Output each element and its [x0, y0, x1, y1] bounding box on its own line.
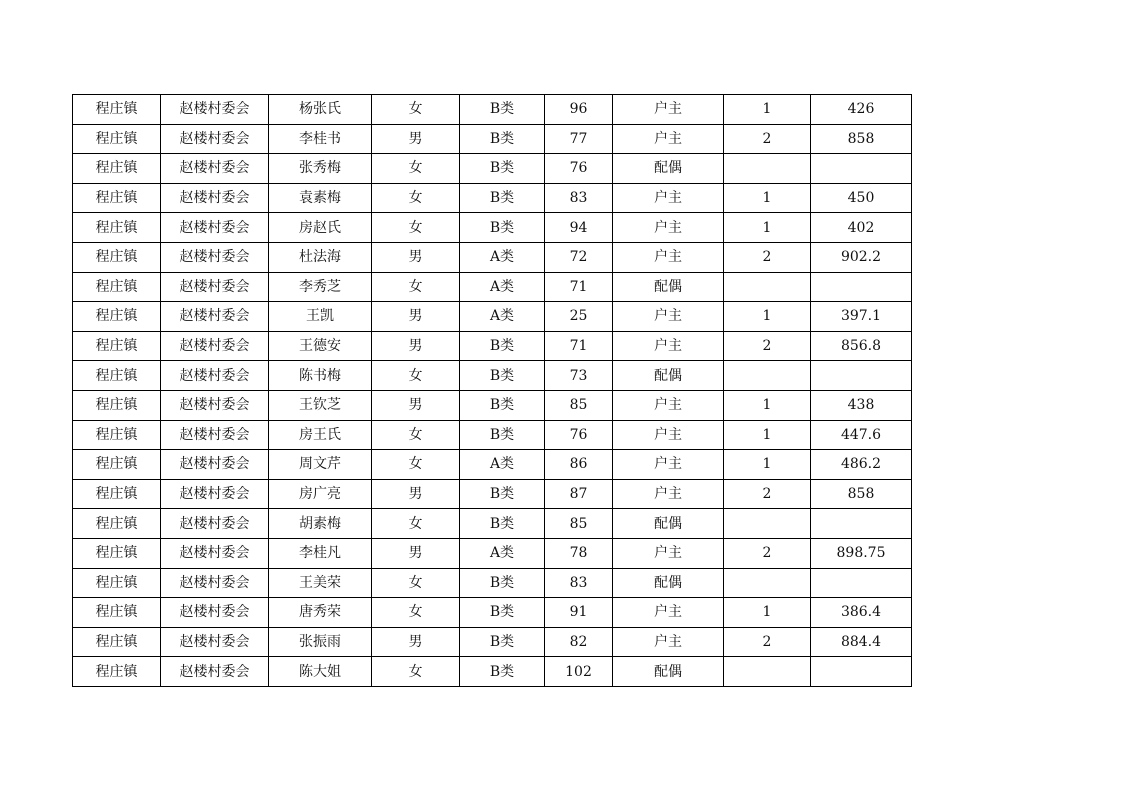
name-cell: 王德安 [269, 331, 372, 361]
name-cell: 袁素梅 [269, 183, 372, 213]
village-committee-cell: 赵楼村委会 [161, 242, 269, 272]
town-cell: 程庄镇 [73, 538, 161, 568]
name-cell: 张秀梅 [269, 154, 372, 184]
table-row [73, 657, 912, 687]
category-cell: B类 [460, 361, 545, 391]
household-count-cell: 1 [724, 302, 811, 332]
table-row [73, 538, 912, 568]
village-committee-cell: 赵楼村委会 [161, 538, 269, 568]
village-committee-cell: 赵楼村委会 [161, 272, 269, 302]
table-row [73, 598, 912, 628]
amount-cell: 902.2 [811, 242, 912, 272]
household-count-cell: 2 [724, 331, 811, 361]
category-cell: B类 [460, 183, 545, 213]
age-cell: 76 [545, 154, 613, 184]
village-committee-cell: 赵楼村委会 [161, 479, 269, 509]
table-row [73, 627, 912, 657]
relation-cell: 配偶 [613, 154, 724, 184]
relation-cell: 户主 [613, 420, 724, 450]
table-row [73, 242, 912, 272]
table-body [73, 95, 912, 687]
table-row [73, 331, 912, 361]
amount-cell [811, 568, 912, 598]
amount-cell: 402 [811, 213, 912, 243]
amount-cell [811, 272, 912, 302]
village-committee-cell: 赵楼村委会 [161, 95, 269, 125]
household-count-cell: 2 [724, 479, 811, 509]
town-cell: 程庄镇 [73, 390, 161, 420]
table-row [73, 213, 912, 243]
village-committee-cell: 赵楼村委会 [161, 627, 269, 657]
name-cell: 王美荣 [269, 568, 372, 598]
village-committee-cell: 赵楼村委会 [161, 420, 269, 450]
name-cell: 唐秀荣 [269, 598, 372, 628]
gender-cell: 男 [372, 390, 460, 420]
gender-cell: 女 [372, 213, 460, 243]
relation-cell: 户主 [613, 538, 724, 568]
age-cell: 71 [545, 331, 613, 361]
town-cell: 程庄镇 [73, 272, 161, 302]
household-count-cell [724, 657, 811, 687]
household-count-cell: 1 [724, 420, 811, 450]
category-cell: A类 [460, 450, 545, 480]
relation-cell: 户主 [613, 242, 724, 272]
village-committee-cell: 赵楼村委会 [161, 598, 269, 628]
relation-cell: 配偶 [613, 568, 724, 598]
amount-cell: 447.6 [811, 420, 912, 450]
amount-cell: 438 [811, 390, 912, 420]
gender-cell: 女 [372, 509, 460, 539]
household-count-cell [724, 568, 811, 598]
relation-cell: 配偶 [613, 657, 724, 687]
table-row [73, 479, 912, 509]
table-row [73, 124, 912, 154]
town-cell: 程庄镇 [73, 509, 161, 539]
table-row [73, 302, 912, 332]
amount-cell: 397.1 [811, 302, 912, 332]
age-cell: 85 [545, 390, 613, 420]
relation-cell: 户主 [613, 598, 724, 628]
name-cell: 张振雨 [269, 627, 372, 657]
town-cell: 程庄镇 [73, 213, 161, 243]
relation-cell: 户主 [613, 183, 724, 213]
village-committee-cell: 赵楼村委会 [161, 183, 269, 213]
age-cell: 83 [545, 568, 613, 598]
town-cell: 程庄镇 [73, 242, 161, 272]
amount-cell: 858 [811, 479, 912, 509]
gender-cell: 女 [372, 154, 460, 184]
relation-cell: 户主 [613, 390, 724, 420]
relation-cell: 配偶 [613, 361, 724, 391]
village-committee-cell: 赵楼村委会 [161, 331, 269, 361]
name-cell: 周文芹 [269, 450, 372, 480]
gender-cell: 女 [372, 183, 460, 213]
relation-cell: 户主 [613, 95, 724, 125]
name-cell: 胡素梅 [269, 509, 372, 539]
household-count-cell: 1 [724, 598, 811, 628]
category-cell: B类 [460, 420, 545, 450]
household-count-cell: 1 [724, 183, 811, 213]
relation-cell: 配偶 [613, 509, 724, 539]
age-cell: 86 [545, 450, 613, 480]
age-cell: 96 [545, 95, 613, 125]
household-count-cell: 1 [724, 213, 811, 243]
gender-cell: 女 [372, 420, 460, 450]
amount-cell: 386.4 [811, 598, 912, 628]
category-cell: A类 [460, 538, 545, 568]
amount-cell [811, 361, 912, 391]
gender-cell: 女 [372, 361, 460, 391]
age-cell: 77 [545, 124, 613, 154]
relation-cell: 户主 [613, 450, 724, 480]
age-cell: 25 [545, 302, 613, 332]
table-row [73, 568, 912, 598]
age-cell: 82 [545, 627, 613, 657]
relation-cell: 户主 [613, 479, 724, 509]
table-row [73, 361, 912, 391]
category-cell: B类 [460, 124, 545, 154]
town-cell: 程庄镇 [73, 657, 161, 687]
name-cell: 房王氏 [269, 420, 372, 450]
amount-cell [811, 657, 912, 687]
town-cell: 程庄镇 [73, 627, 161, 657]
table-row [73, 95, 912, 125]
village-committee-cell: 赵楼村委会 [161, 124, 269, 154]
gender-cell: 男 [372, 331, 460, 361]
age-cell: 73 [545, 361, 613, 391]
town-cell: 程庄镇 [73, 450, 161, 480]
village-committee-cell: 赵楼村委会 [161, 509, 269, 539]
table-row [73, 509, 912, 539]
household-count-cell [724, 154, 811, 184]
village-committee-cell: 赵楼村委会 [161, 213, 269, 243]
category-cell: B类 [460, 154, 545, 184]
town-cell: 程庄镇 [73, 479, 161, 509]
relation-cell: 配偶 [613, 272, 724, 302]
village-committee-cell: 赵楼村委会 [161, 361, 269, 391]
age-cell: 83 [545, 183, 613, 213]
table-row [73, 450, 912, 480]
name-cell: 陈大姐 [269, 657, 372, 687]
name-cell: 杨张氏 [269, 95, 372, 125]
town-cell: 程庄镇 [73, 124, 161, 154]
amount-cell: 486.2 [811, 450, 912, 480]
table-row [73, 183, 912, 213]
category-cell: A类 [460, 302, 545, 332]
household-count-cell [724, 361, 811, 391]
table-row [73, 420, 912, 450]
amount-cell: 858 [811, 124, 912, 154]
household-count-cell: 2 [724, 538, 811, 568]
amount-cell [811, 154, 912, 184]
gender-cell: 女 [372, 272, 460, 302]
gender-cell: 男 [372, 538, 460, 568]
relation-cell: 户主 [613, 124, 724, 154]
village-committee-cell: 赵楼村委会 [161, 568, 269, 598]
town-cell: 程庄镇 [73, 331, 161, 361]
gender-cell: 女 [372, 450, 460, 480]
town-cell: 程庄镇 [73, 420, 161, 450]
age-cell: 91 [545, 598, 613, 628]
age-cell: 71 [545, 272, 613, 302]
name-cell: 陈书梅 [269, 361, 372, 391]
category-cell: B类 [460, 509, 545, 539]
gender-cell: 男 [372, 479, 460, 509]
category-cell: B类 [460, 598, 545, 628]
gender-cell: 女 [372, 657, 460, 687]
town-cell: 程庄镇 [73, 598, 161, 628]
amount-cell: 898.75 [811, 538, 912, 568]
relation-cell: 户主 [613, 213, 724, 243]
table-row [73, 154, 912, 184]
age-cell: 72 [545, 242, 613, 272]
category-cell: B类 [460, 568, 545, 598]
relation-cell: 户主 [613, 331, 724, 361]
category-cell: B类 [460, 657, 545, 687]
amount-cell: 450 [811, 183, 912, 213]
age-cell: 102 [545, 657, 613, 687]
gender-cell: 男 [372, 242, 460, 272]
household-count-cell: 1 [724, 95, 811, 125]
name-cell: 李桂凡 [269, 538, 372, 568]
age-cell: 87 [545, 479, 613, 509]
gender-cell: 女 [372, 568, 460, 598]
town-cell: 程庄镇 [73, 183, 161, 213]
age-cell: 76 [545, 420, 613, 450]
name-cell: 王凯 [269, 302, 372, 332]
household-count-cell [724, 509, 811, 539]
age-cell: 85 [545, 509, 613, 539]
table-row [73, 390, 912, 420]
category-cell: A类 [460, 272, 545, 302]
town-cell: 程庄镇 [73, 95, 161, 125]
gender-cell: 女 [372, 95, 460, 125]
category-cell: B类 [460, 213, 545, 243]
town-cell: 程庄镇 [73, 568, 161, 598]
category-cell: B类 [460, 627, 545, 657]
town-cell: 程庄镇 [73, 361, 161, 391]
age-cell: 94 [545, 213, 613, 243]
amount-cell: 884.4 [811, 627, 912, 657]
village-committee-cell: 赵楼村委会 [161, 390, 269, 420]
town-cell: 程庄镇 [73, 302, 161, 332]
household-count-cell [724, 272, 811, 302]
relation-cell: 户主 [613, 302, 724, 332]
town-cell: 程庄镇 [73, 154, 161, 184]
document-sheet [72, 94, 912, 687]
gender-cell: 女 [372, 598, 460, 628]
village-committee-cell: 赵楼村委会 [161, 302, 269, 332]
amount-cell [811, 509, 912, 539]
category-cell: B类 [460, 95, 545, 125]
amount-cell: 856.8 [811, 331, 912, 361]
name-cell: 王钦芝 [269, 390, 372, 420]
gender-cell: 男 [372, 627, 460, 657]
household-count-cell: 1 [724, 390, 811, 420]
name-cell: 李秀芝 [269, 272, 372, 302]
category-cell: B类 [460, 479, 545, 509]
name-cell: 房赵氏 [269, 213, 372, 243]
table-row [73, 272, 912, 302]
gender-cell: 男 [372, 124, 460, 154]
data-table [72, 94, 912, 687]
village-committee-cell: 赵楼村委会 [161, 450, 269, 480]
category-cell: A类 [460, 242, 545, 272]
category-cell: B类 [460, 390, 545, 420]
name-cell: 李桂书 [269, 124, 372, 154]
name-cell: 房广亮 [269, 479, 372, 509]
household-count-cell: 2 [724, 242, 811, 272]
household-count-cell: 2 [724, 124, 811, 154]
relation-cell: 户主 [613, 627, 724, 657]
amount-cell: 426 [811, 95, 912, 125]
village-committee-cell: 赵楼村委会 [161, 657, 269, 687]
name-cell: 杜法海 [269, 242, 372, 272]
household-count-cell: 2 [724, 627, 811, 657]
category-cell: B类 [460, 331, 545, 361]
household-count-cell: 1 [724, 450, 811, 480]
age-cell: 78 [545, 538, 613, 568]
gender-cell: 男 [372, 302, 460, 332]
village-committee-cell: 赵楼村委会 [161, 154, 269, 184]
